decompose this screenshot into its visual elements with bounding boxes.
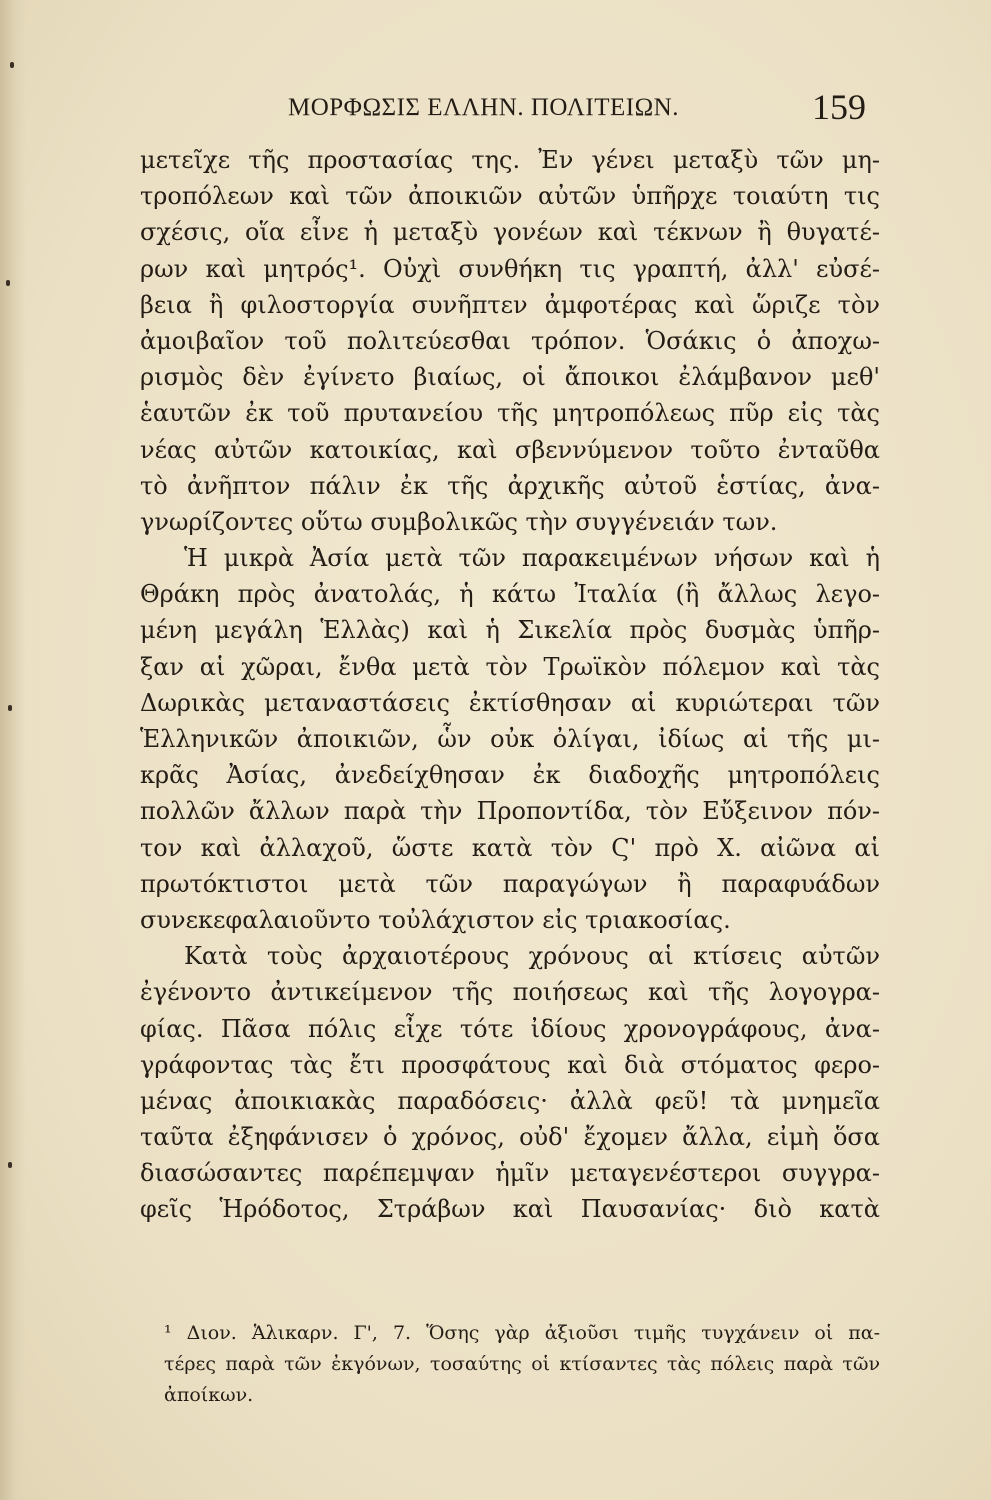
text-line: ταῦτα ἐξηφάνισεν ὁ χρόνος, οὐδ' ἔχομεν ἄλλα, εἰμὴ ὅσα bbox=[140, 1123, 880, 1152]
text-line: φίας. Πᾶσα πόλις εἶχε τότε ἰδίους χρονογράφους, ἀνα- bbox=[140, 1014, 880, 1043]
text-line: ἐγένοντο ἀντικείμενον τῆς ποιήσεως καὶ τῆς λογογρα- bbox=[140, 978, 880, 1007]
running-head: ΜΟΡΦΩΣΙΣ ΕΛΛΗΝ. ΠΟΛΙΤΕΙΩΝ. bbox=[288, 94, 679, 121]
margin-speck bbox=[10, 62, 14, 68]
text-line: Δωρικὰς μεταναστάσεις ἐκτίσθησαν αἱ κυριώτεραι τῶν bbox=[140, 688, 880, 717]
text-line: γνωρίζοντες οὕτω συμβολικῶς τὴν συγγένειάν των. bbox=[140, 507, 778, 536]
margin-speck bbox=[8, 1162, 12, 1168]
text-line: συνεκεφαλαιοῦντο τοὐλάχιστον εἰς τριακοσίας. bbox=[140, 905, 731, 934]
text-line: Ἑλληνικῶν ἀποικιῶν, ὧν οὐκ ὀλίγαι, ἰδίως αἱ τῆς μι- bbox=[140, 725, 880, 753]
margin-speck bbox=[6, 280, 10, 286]
text-line: πρωτόκτιστοι μετὰ τῶν παραγώγων ἢ παραφυάδων bbox=[140, 869, 880, 898]
text-line: ἑαυτῶν ἐκ τοῦ πρυτανείου τῆς μητροπόλεως πῦρ εἰς τὰς bbox=[140, 399, 880, 428]
text-line: νέας αὐτῶν κατοικίας, καὶ σβεννύμενον τοῦτο ἐνταῦθα bbox=[140, 435, 880, 464]
page-header bbox=[140, 86, 870, 130]
text-line: τὸ ἀνῆπτον πάλιν ἐκ τῆς ἀρχικῆς αὐτοῦ ἑστίας, ἀνα- bbox=[140, 471, 880, 500]
footnote-line: τέρες παρὰ τῶν ἐκγόνων, τοσαύτης οἱ κτίσαντες τὰς πόλεις παρὰ τῶν bbox=[164, 1353, 880, 1375]
text-line: σχέσις, οἵα εἶνε ἡ μεταξὺ γονέων καὶ τέκνων ἢ θυγατέ- bbox=[140, 218, 880, 247]
text-line: κρᾶς Ἀσίας, ἀνεδείχθησαν ἐκ διαδοχῆς μητροπόλεις bbox=[140, 761, 880, 790]
text-line: ἀμοιβαῖον τοῦ πολιτεύεσθαι τρόπον. Ὁσάκις ὁ ἀποχω- bbox=[140, 326, 880, 355]
text-line: Κατὰ τοὺς ἀρχαιοτέρους χρόνους αἱ κτίσεις αὐτῶν bbox=[184, 942, 880, 971]
page-number: 159 bbox=[812, 87, 866, 127]
text-line: μένη μεγάλη Ἑλλὰς) καὶ ἡ Σικελία πρὸς δυσμὰς ὑπῆρ- bbox=[140, 616, 880, 645]
text-line: ρισμὸς δὲν ἐγίνετο βιαίως, οἱ ἄποικοι ἐλάμβανον μεθ' bbox=[140, 363, 880, 392]
text-line: φεῖς Ἡρόδοτος, Στράβων καὶ Παυσανίας· διὸ κατὰ bbox=[140, 1195, 880, 1224]
text-line: διασώσαντες παρέπεμψαν ἡμῖν μεταγενέστεροι συγγρα- bbox=[140, 1159, 880, 1188]
footnotes bbox=[164, 1318, 880, 1411]
text-line: πολλῶν ἄλλων παρὰ τὴν Προποντίδα, τὸν Εὔξεινον πόν- bbox=[140, 797, 880, 826]
text-line: Θράκη πρὸς ἀνατολάς, ἡ κάτω Ἰταλία (ἢ ἄλλως λεγο- bbox=[140, 580, 880, 609]
text-line: ρων καὶ μητρός¹. Οὐχὶ συνθήκη τις γραπτή, ἀλλ' εὐσέ- bbox=[140, 254, 880, 283]
text-line: γράφοντας τὰς ἔτι προσφάτους καὶ διὰ στόματος φερο- bbox=[140, 1050, 880, 1079]
text-line: μετεῖχε τῆς προστασίας της. Ἐν γένει μεταξὺ τῶν μη- bbox=[140, 146, 880, 174]
text-line: μένας ἀποικιακὰς παραδόσεις· ἀλλὰ φεῦ! τὰ μνημεῖα bbox=[140, 1086, 880, 1115]
text-line: Ἡ μικρὰ Ἀσία μετὰ τῶν παρακειμένων νήσων καὶ ἡ bbox=[184, 544, 880, 573]
text-line: βεια ἢ φιλοστοργία συνῆπτεν ἀμφοτέρας καὶ ὥριζε τὸν bbox=[140, 290, 880, 319]
main-text bbox=[140, 142, 880, 1228]
margin-speck bbox=[8, 705, 12, 711]
text-line: ξαν αἱ χῶραι, ἔνθα μετὰ τὸν Τρωϊκὸν πόλεμον καὶ τὰς bbox=[140, 652, 880, 681]
page-gutter-shadow bbox=[0, 0, 26, 1500]
text-line: τροπόλεων καὶ τῶν ἀποικιῶν αὐτῶν ὑπῆρχε τοιαύτη τις bbox=[140, 182, 880, 211]
footnote-line: ¹ Διον. Ἁλικαρν. Γ', 7. Ὅσης γὰρ ἀξιοῦσι τιμῆς τυγχάνειν οἱ πα- bbox=[164, 1322, 880, 1344]
text-line: τον καὶ ἀλλαχοῦ, ὥστε κατὰ τὸν Ϛ' πρὸ Χ. αἰῶνα αἱ bbox=[140, 833, 880, 862]
footnote-line: ἀποίκων. bbox=[164, 1384, 254, 1406]
